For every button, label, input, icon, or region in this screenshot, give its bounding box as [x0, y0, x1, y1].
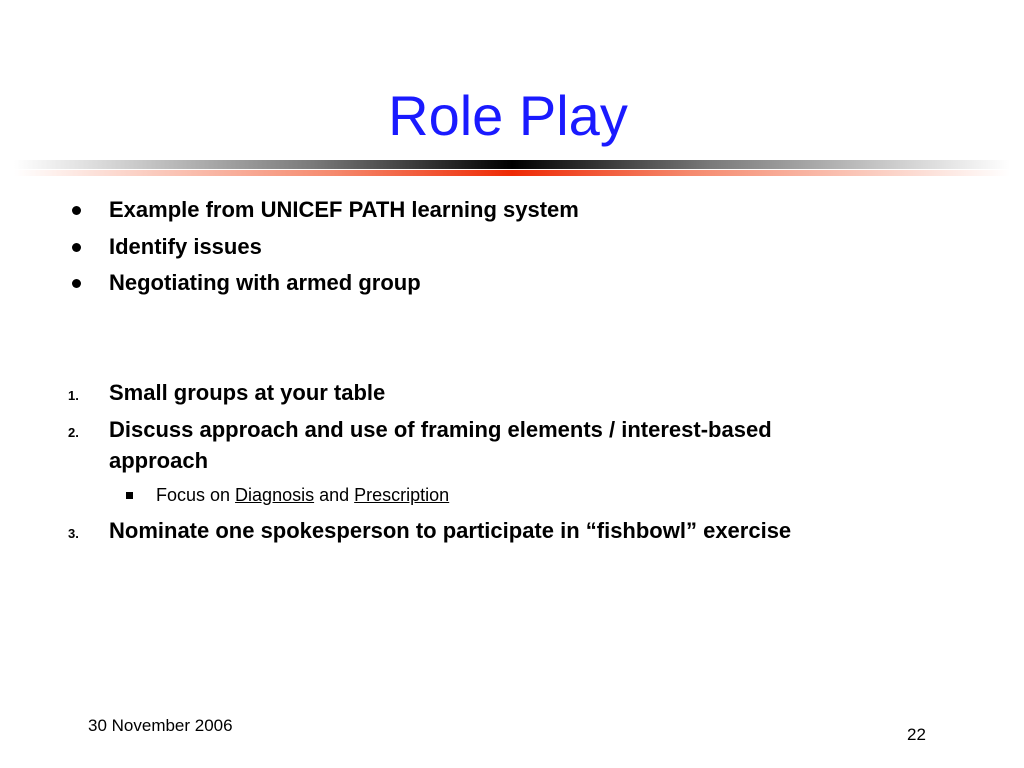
slide-title: Role Play	[388, 84, 628, 147]
numbered-text: Small groups at your table	[109, 380, 386, 405]
number-marker: 3.	[68, 526, 79, 541]
prescription-link[interactable]: Prescription	[354, 485, 450, 505]
sub-bullet-middle: and	[314, 485, 355, 505]
number-marker: 1.	[68, 388, 79, 403]
bullet-dot-icon	[72, 206, 81, 215]
number-marker: 2.	[68, 425, 79, 440]
bullet-dot-icon	[72, 279, 81, 288]
bullet-text: Negotiating with armed group	[109, 270, 421, 295]
sub-bullet-prefix: Focus on	[156, 485, 236, 505]
title-divider-dark	[14, 160, 1010, 169]
title-divider-red	[14, 170, 1010, 176]
page-number: 22	[907, 725, 926, 744]
bullet-text: Example from UNICEF PATH learning system	[109, 197, 579, 222]
square-bullet-icon	[126, 492, 133, 499]
bullet-text: Identify issues	[109, 234, 262, 259]
numbered-text-line-1: Discuss approach and use of framing elements / interest-based	[109, 417, 772, 442]
bullet-dot-icon	[72, 243, 81, 252]
footer-date: 30 November 2006	[88, 716, 233, 735]
sub-bullet-text	[156, 483, 916, 507]
numbered-text-line-2: approach	[109, 448, 209, 473]
numbered-text: Nominate one spokesperson to participate in “fishbowl” exercise	[109, 518, 792, 543]
diagnosis-link[interactable]: Diagnosis	[235, 485, 315, 505]
